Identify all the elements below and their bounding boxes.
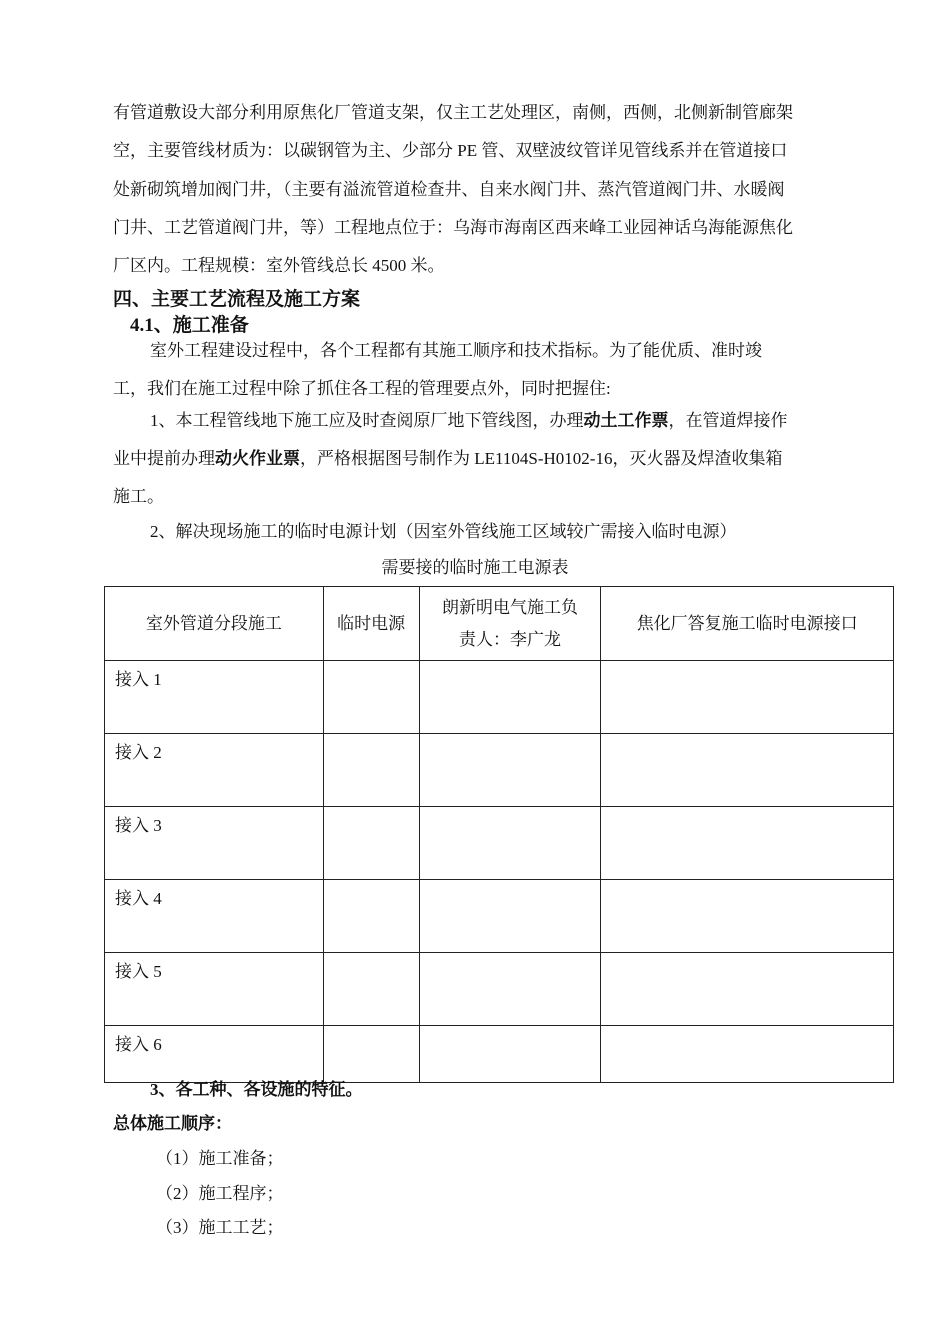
table-cell — [601, 953, 894, 1026]
text-run: ，严格根据图号制作为 LE1104S-H0102-16，灭火器及焊渣收集箱 — [300, 449, 783, 468]
paragraph-line: 施工。 — [113, 487, 164, 506]
table-cell — [419, 1026, 601, 1083]
order-title: 总体施工顺序： — [113, 1114, 232, 1133]
table-cell — [105, 661, 324, 734]
table-cell — [105, 880, 324, 953]
table-header-row — [105, 587, 894, 661]
table-header-cell: 焦化厂答复施工临时电源接口 — [601, 587, 894, 661]
table-cell — [601, 880, 894, 953]
header-line: 责人：李广龙 — [458, 629, 561, 649]
row-label: 接入 1 — [115, 670, 162, 689]
paragraph-line: 空，主要管线材质为：以碳钢管为主、少部分 PE 管、双壁波纹管详见管线系并在管道接口 — [113, 141, 788, 160]
paragraph-line: 工，我们在施工过程中除了抓住各工程的管理要点外，同时把握住: — [113, 379, 611, 398]
table-header-cell: 室外管道分段施工 — [105, 587, 324, 661]
paragraph-line: 厂区内。工程规模：室外管线总长 4500 米。 — [113, 256, 445, 275]
bold-term-hot-work-permit: 动火作业票 — [215, 449, 300, 468]
item-3-heading: 3、各工种、各设施的特征。 — [150, 1080, 363, 1099]
text-run: 1、本工程管线地下施工应及时查阅原厂地下管线图，办理 — [150, 411, 584, 430]
table-header-cell: 临时电源 — [323, 587, 419, 661]
row-label: 接入 2 — [115, 743, 162, 762]
table-row — [105, 880, 894, 953]
table-cell — [601, 807, 894, 880]
order-item: （3）施工工艺； — [156, 1218, 284, 1237]
table-cell — [419, 734, 601, 807]
item-1-line-2 — [113, 444, 782, 469]
table-cell — [105, 807, 324, 880]
text-run: ，在管道焊接作 — [668, 411, 788, 430]
header-line: 朗新明电气施工负 — [441, 597, 578, 617]
row-label: 接入 5 — [115, 962, 162, 981]
table-cell — [419, 661, 601, 734]
table-cell — [601, 734, 894, 807]
table-row — [105, 734, 894, 807]
paragraph-line: 2、解决现场施工的临时电源计划（因室外管线施工区域较广需接入临时电源） — [150, 522, 737, 541]
table-cell — [323, 807, 419, 880]
bold-term-ground-permit: 动土工作票 — [583, 411, 669, 430]
table-cell — [419, 953, 601, 1026]
subsection-heading: 4.1、施工准备 — [130, 315, 249, 336]
table-cell — [105, 1026, 324, 1083]
power-source-table — [104, 586, 894, 1083]
table-cell — [601, 1026, 894, 1083]
table-cell — [419, 880, 601, 953]
table-cell — [323, 880, 419, 953]
row-label: 接入 4 — [115, 889, 162, 908]
table-cell — [105, 734, 324, 807]
table-row — [105, 661, 894, 734]
paragraph-line: 室外工程建设过程中，各个工程都有其施工顺序和技术指标。为了能优质、准时竣 — [150, 341, 762, 360]
section-heading: 四、主要工艺流程及施工方案 — [113, 289, 361, 310]
table-row — [105, 807, 894, 880]
table-row — [105, 1026, 894, 1083]
table-cell — [105, 953, 324, 1026]
table-header-cell — [419, 587, 601, 661]
paragraph-line: 门井、工艺管道阀门井，等）工程地点位于：乌海市海南区西来峰工业园神话乌海能源焦化 — [113, 218, 793, 237]
table-cell — [323, 734, 419, 807]
table-cell — [323, 953, 419, 1026]
table-cell — [323, 661, 419, 734]
table-cell — [323, 1026, 419, 1083]
table-cell — [601, 661, 894, 734]
order-item: （2）施工程序； — [156, 1184, 284, 1203]
table-row — [105, 953, 894, 1026]
item-1-line-1 — [150, 406, 788, 431]
row-label: 接入 6 — [115, 1035, 162, 1054]
table-caption: 需要接的临时施工电源表 — [381, 558, 569, 577]
table-cell — [419, 807, 601, 880]
text-run: 业中提前办理 — [113, 449, 215, 468]
row-label: 接入 3 — [115, 816, 162, 835]
paragraph-line: 处新砌筑增加阀门井，（主要有溢流管道检查井、自来水阀门井、蒸汽管道阀门井、水暖阀 — [113, 180, 785, 199]
order-item: （1）施工准备； — [156, 1149, 284, 1168]
paragraph-line: 有管道敷设大部分利用原焦化厂管道支架，仅主工艺处理区，南侧，西侧，北侧新制管廊架 — [113, 103, 793, 122]
